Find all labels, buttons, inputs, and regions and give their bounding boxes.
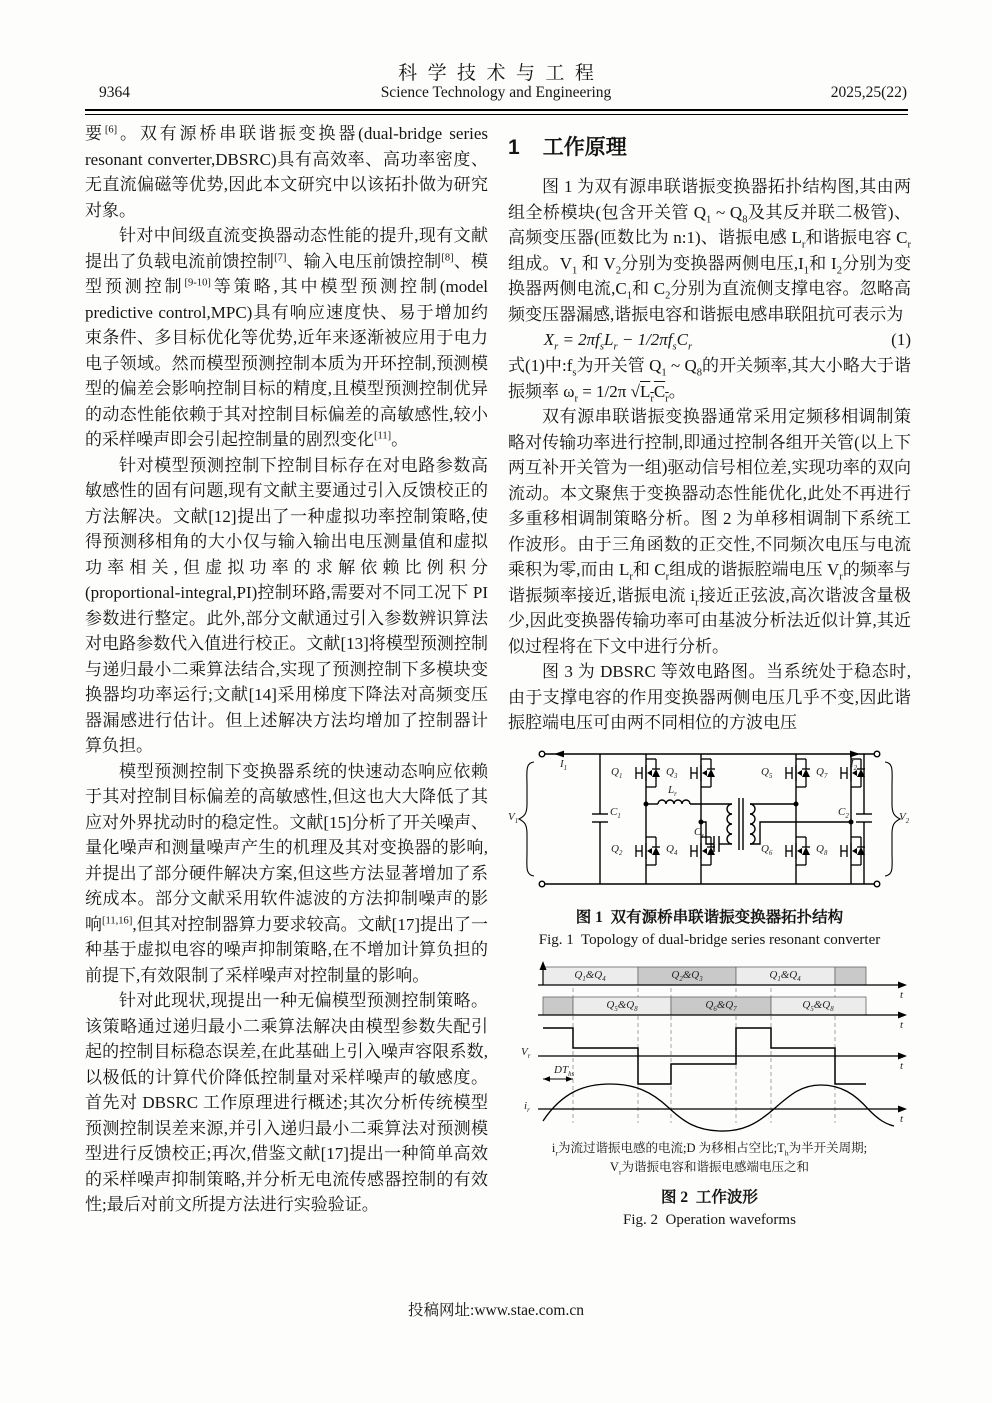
section-title: 工作原理 xyxy=(542,136,627,159)
right-column xyxy=(508,121,911,1229)
paragraph: 式(1)中$:f_s$为开关管 $Q_1$ ~ $Q_8$的开关频率,其大小略大于谐振频率 $\omega_r = 1/2\pi$ $√L_rC_r$。 xyxy=(508,356,911,404)
paragraph: 双有源串联谐振变换器通常采用定频移相调制策略对传输功率进行控制,即通过控制各组开关管(以上下两互补开关管为一组)驱动信号相位差,实现功率的双向流动。本文聚焦于变换器动态性能优化,此处不再进行多重移相调制策略分析。图 2 为单移相调制下系统工作波形。由于三角函数的正交性,不同频次电压与电流乘积为零,而由 $L_r$和 $C_r$组成的谐振腔端电压 $V_r$的频率与谐振频率接近,谐振电流 $i_r$接近正弦波,高次谐波含量极少,因此变换器传输功率可由基波分析法近似计算,其近似过程将在下文中进行分析。 xyxy=(508,407,912,656)
time-axis-label: t xyxy=(900,1059,904,1072)
issue-info: 2025,25(22) xyxy=(830,84,907,101)
equation-number: (1) xyxy=(891,330,911,349)
figure1-caption-en: Fig. 1 Topology of dual-bridge series resonant converter xyxy=(538,931,881,948)
time-axis-label: t xyxy=(900,1112,904,1125)
figure1-circuit-diagram xyxy=(508,742,911,897)
gate-label-q1q4: $Q_1\&Q_4$ xyxy=(574,968,606,983)
section-heading xyxy=(508,131,911,161)
gate-label-q5q8: $Q_5\&Q_8$ xyxy=(606,998,638,1013)
label-q5: $Q_5$ xyxy=(761,765,773,780)
label-lr: $L_r$ xyxy=(668,783,677,798)
paragraph: 针对此现状,现提出一种无偏模型预测控制策略。该策略通过递归最小二乘算法解决由模型参数失配引起的控制目标稳态误差,在此基础上引入噪声容限系数,以极低的计算代价降低控制量对采样噪声的敏感度。首先对 DBSRC 工作原理进行概述;其次分析传统模型预测控制误差来源,并引入递归最小二乘算法对预测模型进行反馈校正;再次,借鉴文献[17]提出一种简单高效的采样噪声抑制策略,并分析无电流传感器控制的有效性;最后对前文所提方法进行实验验证。 xyxy=(85,991,488,1214)
figure2-waveform-diagram xyxy=(508,961,911,1133)
ir-axis-label: $i_r$ xyxy=(524,1099,530,1114)
label-v2: $V_2$ xyxy=(899,810,910,825)
waveform-svg xyxy=(508,961,911,1133)
v2-brace xyxy=(885,762,900,876)
label-q6: $Q_6$ xyxy=(761,842,773,857)
label-q1: $Q_1$ xyxy=(611,765,623,780)
phase-shift-label: $DT_{hs}$ xyxy=(554,1063,575,1078)
gate-label-q2q3: $Q_2\&Q_3$ xyxy=(671,968,703,983)
figure1 xyxy=(508,742,911,949)
label-c1: $C_1$ xyxy=(610,805,621,820)
figure2-caption-cn: 图 2 工作波形 xyxy=(661,1188,758,1206)
ir-waveform xyxy=(543,1084,894,1131)
figure2-note: $i_r$为流过谐振电感的电流;D 为移相占空比$;T_h$为半开关周期; xyxy=(551,1140,868,1157)
equation-body: $X_r = 2\pi f_sL_r - 1/2\pi f_sC_r$ xyxy=(543,330,693,353)
label-c2: $C_2$ xyxy=(838,805,849,820)
paragraph: 模型预测控制下变换器系统的快速动态响应依赖于其对控制目标偏差的高敏感性,但这也大大降低了其应对外界扰动时的稳定性。文献[15]分析了开关噪声、量化噪声和测量噪声产生的机理及其对变换器的影响,并提出了部分硬件解决方案,但这些方法显著增加了系统成本。部分文献采用软件滤波的方法抑制噪声的影响[11,16],但其对控制器算力要求较高。文献[17]提出了一种基于虚拟电容的噪声抑制策略,在不增加计算负担的前提下,有效限制了采样噪声对控制量的影响。 xyxy=(85,761,489,985)
gate-label-q6q7: $Q_6\&Q_7$ xyxy=(705,998,737,1013)
figure2-note: $V_r$为谐振电容和谐振电感端电压之和 xyxy=(609,1159,810,1176)
time-axis-label: t xyxy=(900,1018,904,1031)
header-rule-thin xyxy=(85,114,908,115)
figure1-caption-cn: 图 1 双有源桥串联谐振变换器拓扑结构 xyxy=(575,908,844,926)
label-v1: $V_1$ xyxy=(508,810,519,825)
section-number: 1 xyxy=(508,136,520,159)
label-q7: $Q_7$ xyxy=(816,765,828,780)
label-cr: $C_r$ xyxy=(694,825,704,840)
figure2-caption-en: Fig. 2 Operation waveforms xyxy=(623,1211,796,1228)
label-i1: $I_1$ xyxy=(560,757,568,772)
inductor-lr xyxy=(644,800,732,806)
v1-brace xyxy=(519,762,534,876)
i1-arrow xyxy=(554,750,564,757)
paragraph: 针对中间级直流变换器动态性能的提升,现有文献提出了负载电流前馈控制[7]、输入电压前馈控制[8]、模型预测控制[9-10]等策略,其中模型预测控制(model predictive control,MPC)具有响应速度快、易于增加约束条件、多目标优化等优势,近年来逐渐被应用于电力电子领域。然而模型预测控制本质为开环控制,预测模型的偏差会影响控制目标的精度,且模型预测控制优异的动态性能依赖于其对控制目标偏差的高敏感性,较小的采样噪声即会引起控制量的剧烈变化[11]。 xyxy=(85,226,489,449)
label-q2: $Q_2$ xyxy=(611,842,623,857)
journal-title-en: Science Technology and Engineering xyxy=(380,84,612,101)
paragraph: 图 1 为双有源串联谐振变换器拓扑结构图,其由两组全桥模块(包含开关管 $Q_1$ ~ $Q_8$及其反并联二极管)、高频变压器(匝数比为 n:1)、谐振电感 $L_r$和谐振电容 $C_r$组成。$V_1$ 和 $V_2$分别为变换器两侧电压$,I_1$和 $I_2$分别为变换器两侧电流$,C_1$和 $C_2$分别为直流侧支撑电容。忽略高频变压器漏感,谐振电容和谐振电感串联阻抗可表示为 xyxy=(508,177,912,324)
left-column xyxy=(85,121,488,1218)
time-axis-label: t xyxy=(900,988,904,1001)
page-number: 9364 xyxy=(99,84,130,101)
paragraph: 图 3 为 DBSRC 等效电路图。当系统处于稳态时,由于支撑电容的作用变换器两侧电压几乎不变,因此谐振腔端电压可由两不同相位的方波电压 xyxy=(508,662,911,732)
capacitor-c1 xyxy=(592,754,608,884)
equation-1 xyxy=(508,327,911,353)
paragraph: 针对模型预测控制下控制目标存在对电路参数高敏感性的固有问题,现有文献主要通过引入反馈校正的方法解决。文献[12]提出了一种虚拟功率控制策略,使得预测移相角的大小仅与输入输出电压测量值和虚拟功率相关,但虚拟功率的求解依赖比例积分(proportional-integral,PI)控制环路,需要对不同工况下 PI 参数进行整定。此外,部分文献通过引入参数辨识算法对电路参数代入值进行校正。文献[13]将模型预测控制与递归最小二乘算法结合,实现了预测控制下多模块变换器均功率运行;文献[14]采用梯度下降法对高频变压器漏感进行估计。但上述解决方法均增加了控制器计算负担。 xyxy=(85,455,488,755)
label-q4: $Q_4$ xyxy=(666,842,678,857)
figure2 xyxy=(508,961,911,1229)
gate-label-q5q8: $Q_5\&Q_8$ xyxy=(802,998,834,1013)
journal-title-cn: 科学技术与工程 xyxy=(398,63,605,84)
label-q3: $Q_3$ xyxy=(666,765,678,780)
gate-label-q1q4: $Q_1\&Q_4$ xyxy=(769,968,801,983)
footer-submission-url: 投稿网址:www.stae.com.cn xyxy=(408,1302,584,1319)
vr-axis-label: $V_r$ xyxy=(521,1045,531,1060)
paragraph: 要[6]。双有源桥串联谐振变换器(dual-bridge series resonant converter,DBSRC)具有高效率、高功率密度、无直流偏磁等优势,因此本文研究中以该拓扑做为研究对象。 xyxy=(85,124,489,220)
transformer xyxy=(727,798,755,850)
label-q8: $Q_8$ xyxy=(816,842,828,857)
label-i2: $I_2$ xyxy=(850,757,858,772)
header-rule-thick xyxy=(85,109,908,111)
